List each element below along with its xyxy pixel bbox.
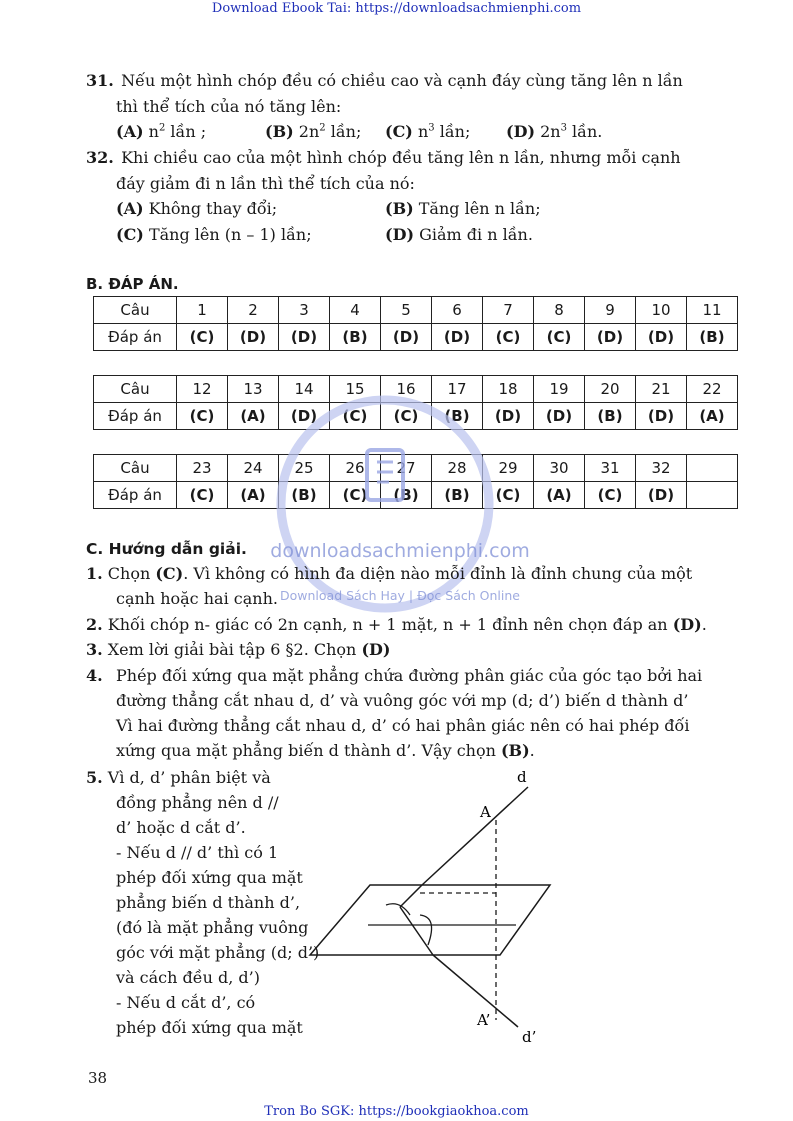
answer-table-3-answer-row	[94, 482, 738, 509]
label-d: d	[517, 768, 527, 786]
solution-5-line7: (đó là mặt phẳng vuông	[116, 918, 309, 937]
solution-5-line8: góc với mặt phẳng (d; d’)	[116, 943, 320, 962]
answer-cell: (B)	[381, 482, 432, 509]
question-cell: 29	[483, 455, 534, 482]
answer-cell: (D)	[636, 403, 687, 430]
question-cell: 26	[330, 455, 381, 482]
solution-4-line3: Vì hai đường thẳng cắt nhau d, d’ có hai phân giác nên có hai phép đối	[116, 716, 690, 735]
row-label: Câu	[94, 376, 177, 403]
question-cell: 20	[585, 376, 636, 403]
question-cell: 19	[534, 376, 585, 403]
solution-5-line5: phép đối xứng qua mặt	[116, 868, 303, 887]
question-cell: 17	[432, 376, 483, 403]
solution-5-line11: phép đối xứng qua mặt	[116, 1018, 303, 1037]
solution-4-line4: xứng qua mặt phẳng biến d thành d’. Vậy chọn (B).	[116, 741, 535, 760]
answer-cell: (D)	[381, 324, 432, 351]
answer-cell: (C)	[483, 324, 534, 351]
question-cell: 14	[279, 376, 330, 403]
question-cell: 18	[483, 376, 534, 403]
question-cell: 11	[687, 297, 738, 324]
page-number: 38	[88, 1069, 108, 1087]
question-cell: 3	[279, 297, 330, 324]
angle-arc-left	[386, 904, 410, 915]
question-cell: 8	[534, 297, 585, 324]
question-cell: 28	[432, 455, 483, 482]
question-cell: 12	[177, 376, 228, 403]
answer-table-2-question-row	[94, 376, 738, 403]
q31-option-c: (C) $n^3$ lần;	[385, 122, 471, 141]
q31-option-b: (B) $2n^2$ lần;	[265, 122, 362, 141]
q32-option-b: (B) Tăng lên n lần;	[385, 199, 541, 218]
answer-cell: (C)	[177, 403, 228, 430]
solution-5-line3: d’ hoặc d cắt d’.	[116, 818, 246, 837]
answer-cell: (D)	[228, 324, 279, 351]
answer-table-3	[93, 454, 738, 509]
answer-table-3-question-row	[94, 455, 738, 482]
solution-5-line9: và cách đều d, d’)	[116, 968, 260, 987]
question-cell: 25	[279, 455, 330, 482]
line-d-prime-lower	[433, 955, 518, 1027]
solution-4-line1: 4. Phép đối xứng qua mặt phẳng chứa đường phân giác của góc tạo bởi hai	[86, 666, 703, 685]
label-d-prime: d’	[522, 1028, 537, 1046]
question-cell	[687, 455, 738, 482]
solution-5-line6: phẳng biến d thành d’,	[116, 893, 301, 912]
q32-line1	[86, 147, 681, 169]
solution-1-line2: cạnh hoặc hai cạnh.	[116, 589, 278, 608]
label-A-prime: A’	[477, 1011, 491, 1029]
answer-table-1-question-row	[94, 297, 738, 324]
question-cell: 10	[636, 297, 687, 324]
answer-cell: (D)	[279, 403, 330, 430]
row-label: Câu	[94, 297, 177, 324]
line-d-upper	[422, 787, 528, 885]
answer-table-2-answer-row	[94, 403, 738, 430]
question-cell: 1	[177, 297, 228, 324]
question-cell: 24	[228, 455, 279, 482]
section-c-heading: C. Hướng dẫn giải.	[86, 540, 247, 558]
answer-cell: (D)	[636, 482, 687, 509]
watermark-tagline: Download Sách Hay | Đọc Sách Online	[280, 588, 520, 603]
question-cell: 15	[330, 376, 381, 403]
solution-5-line4: - Nếu d // d’ thì có 1	[116, 843, 279, 862]
answer-cell: (B)	[432, 482, 483, 509]
q32-option-d: (D) Giảm đi n lần.	[385, 225, 533, 244]
row-label: Câu	[94, 455, 177, 482]
answer-cell: (C)	[381, 403, 432, 430]
answer-cell	[687, 482, 738, 509]
section-b-heading: B. ĐÁP ÁN.	[86, 275, 179, 293]
answer-cell: (C)	[534, 324, 585, 351]
answer-cell: (C)	[330, 482, 381, 509]
solution-5-line10: - Nếu d cắt d’, có	[116, 993, 256, 1012]
question-cell: 23	[177, 455, 228, 482]
solution-2: 2. Khối chóp n- giác có 2n cạnh, n + 1 mặt, n + 1 đỉnh nên chọn đáp an (D).	[86, 615, 707, 634]
answer-cell: (A)	[687, 403, 738, 430]
q31-text-1: Nếu một hình chóp đều có chiều cao và cạnh đáy cùng tăng lên n lần	[121, 71, 683, 90]
answer-cell: (C)	[177, 482, 228, 509]
question-cell: 7	[483, 297, 534, 324]
answer-cell: (A)	[228, 403, 279, 430]
angle-arc-right	[420, 915, 432, 945]
answer-cell: (D)	[636, 324, 687, 351]
q32-line2: đáy giảm đi n lần thì thể tích của nó:	[116, 174, 415, 193]
q32-number: 32.	[86, 148, 114, 167]
answer-table-1-answer-row	[94, 324, 738, 351]
question-cell: 16	[381, 376, 432, 403]
answer-cell: (B)	[330, 324, 381, 351]
reflection-figure	[300, 765, 560, 1050]
row-label: Đáp án	[94, 403, 177, 430]
answer-cell: (D)	[534, 403, 585, 430]
answer-cell: (B)	[687, 324, 738, 351]
line-d-prime-inner	[400, 907, 433, 955]
answer-cell: (C)	[585, 482, 636, 509]
row-label: Đáp án	[94, 324, 177, 351]
q32-text-1: Khi chiều cao của một hình chóp đều tăng lên n lần, nhưng mỗi cạnh	[121, 148, 681, 167]
question-cell: 4	[330, 297, 381, 324]
q31-number: 31.	[86, 71, 114, 90]
q32-option-a: (A) Không thay đổi;	[116, 199, 278, 218]
answer-cell: (B)	[279, 482, 330, 509]
question-cell: 13	[228, 376, 279, 403]
answer-cell: (D)	[483, 403, 534, 430]
question-cell: 6	[432, 297, 483, 324]
question-cell: 32	[636, 455, 687, 482]
footer-link[interactable]: Tron Bo SGK: https://bookgiaokhoa.com	[264, 1104, 529, 1119]
answer-cell: (D)	[585, 324, 636, 351]
question-cell: 31	[585, 455, 636, 482]
line-d-lower	[400, 885, 422, 907]
question-cell: 5	[381, 297, 432, 324]
answer-table-1	[93, 296, 738, 351]
answer-cell: (C)	[330, 403, 381, 430]
watermark-site: downloadsachmienphi.com	[270, 540, 530, 562]
question-cell: 22	[687, 376, 738, 403]
solution-4-line2: đường thẳng cắt nhau d, d’ và vuông góc với mp (d; d’) biến d thành d’	[116, 691, 689, 710]
question-cell: 27	[381, 455, 432, 482]
solution-5-line2: đồng phẳng nên d //	[116, 793, 279, 812]
answer-cell: (B)	[432, 403, 483, 430]
answer-cell: (C)	[483, 482, 534, 509]
solution-1-line1: 1. Chọn (C). Vì không có hình đa diện nào mỗi đỉnh là đỉnh chung của một	[86, 564, 693, 583]
answer-cell: (A)	[228, 482, 279, 509]
question-cell: 2	[228, 297, 279, 324]
question-cell: 30	[534, 455, 585, 482]
q31-line1	[86, 70, 683, 92]
solution-5-line1: 5. Vì d, d’ phân biệt và	[86, 768, 271, 787]
answer-cell: (D)	[279, 324, 330, 351]
answer-cell: (A)	[534, 482, 585, 509]
answer-table-2	[93, 375, 738, 430]
answer-cell: (C)	[177, 324, 228, 351]
q31-option-d: (D) $2n^3$ lần.	[506, 122, 603, 141]
row-label: Đáp án	[94, 482, 177, 509]
header-link[interactable]: Download Ebook Tai: https://downloadsachmienphi.com	[211, 1, 582, 16]
q32-option-c: (C) Tăng lên (n – 1) lần;	[116, 225, 312, 244]
q31-line2: thì thể tích của nó tăng lên:	[116, 97, 342, 116]
question-cell: 21	[636, 376, 687, 403]
answer-cell: (B)	[585, 403, 636, 430]
answer-cell: (D)	[432, 324, 483, 351]
question-cell: 9	[585, 297, 636, 324]
solution-3: 3. Xem lời giải bài tập 6 §2. Chọn (D)	[86, 640, 391, 659]
label-A: A	[480, 803, 491, 821]
q31-option-a: (A) $n^2$ lần ;	[116, 122, 207, 141]
